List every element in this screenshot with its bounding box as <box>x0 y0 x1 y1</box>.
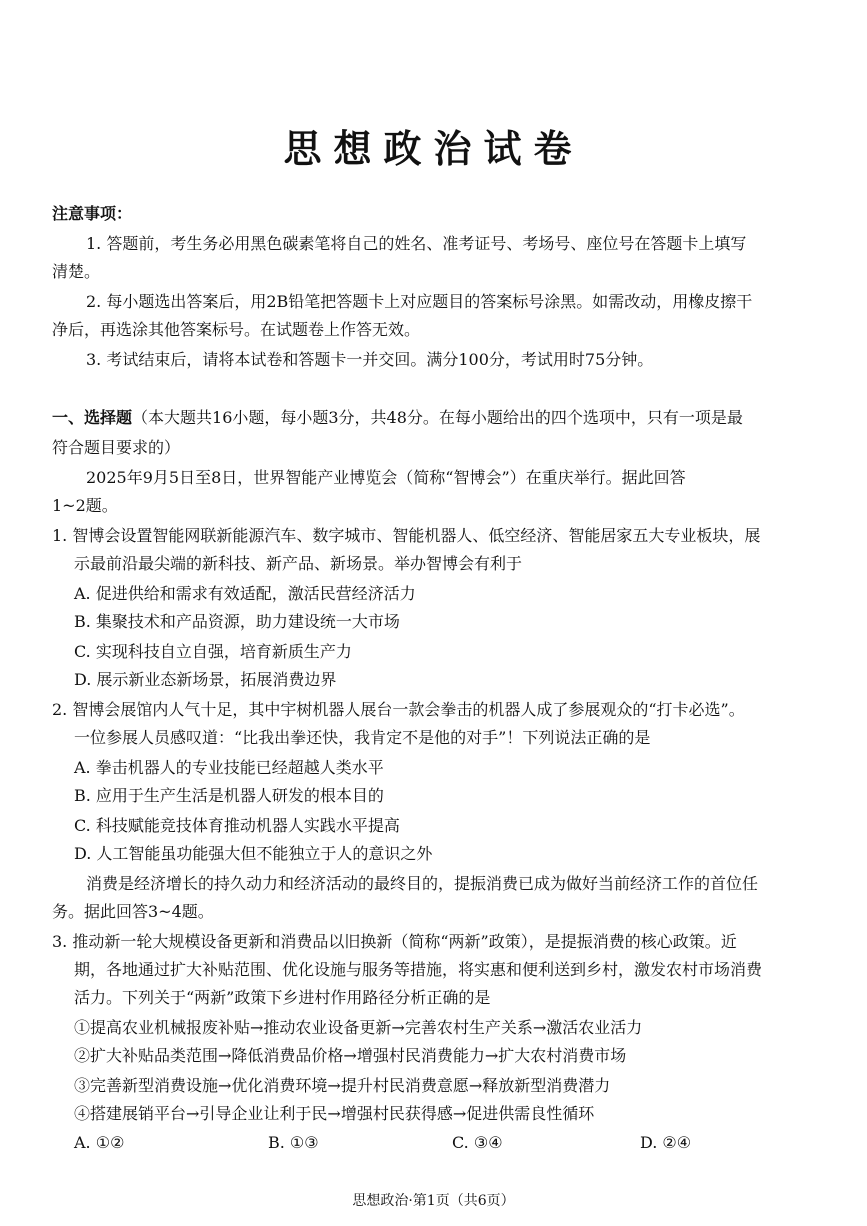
question-3-stem: 期，各地通过扩大补贴范围、优化设施与服务等措施，将实惠和便利送到乡村，激发农村市场消费 <box>74 960 763 979</box>
question-1-option-c: C. 实现科技自立自强，培育新质生产力 <box>74 642 352 661</box>
question-2-option-c: C. 科技赋能竞技体育推动机器人实践水平提高 <box>74 816 400 835</box>
question-2-stem: 一位参展人员感叹道：“比我出拳还快，我肯定不是他的对手”！下列说法正确的是 <box>74 728 651 747</box>
question-2-option-d: D. 人工智能虽功能强大但不能独立于人的意识之外 <box>74 844 433 863</box>
question-3-choice-b: B. ①③ <box>268 1133 319 1152</box>
question-1-option-b: B. 集聚技术和产品资源，助力建设统一大市场 <box>74 612 400 631</box>
question-3-statement: ④搭建展销平台→引导企业让利于民→增强村民获得感→促进供需良性循环 <box>74 1104 595 1123</box>
section-desc-line2: 符合题目要求的） <box>52 438 181 457</box>
question-3-choice-c: C. ③④ <box>452 1133 503 1152</box>
question-2-option-a: A. 拳击机器人的专业技能已经超越人类水平 <box>74 758 384 777</box>
notice-item: 清楚。 <box>52 262 101 281</box>
question-3-choice-d: D. ②④ <box>640 1133 692 1152</box>
question-1-stem: 1. 智博会设置智能网联新能源汽车、数字城市、智能机器人、低空经济、智能居家五大专业板块，展 <box>52 526 761 545</box>
question-3-choice-a: A. ①② <box>74 1133 125 1152</box>
question-3-statement: ②扩大补贴品类范围→降低消费品价格→增强村民消费能力→扩大农村消费市场 <box>74 1046 627 1065</box>
page-footer: 思想政治·第1页（共6页） <box>352 1193 515 1209</box>
material-text: 2025年9月5日至8日，世界智能产业博览会（简称“智博会”）在重庆举行。据此回答 <box>86 468 686 487</box>
page-title: 思想政治试卷 <box>283 126 584 171</box>
notice-item: 2. 每小题选出答案后，用2B铅笔把答题卡上对应题目的答案标号涂黑。如需改动，用橡皮擦干 <box>86 292 753 311</box>
material-text: 消费是经济增长的持久动力和经济活动的最终目的，提振消费已成为做好当前经济工作的首位任 <box>86 874 759 893</box>
question-1-stem: 示最前沿最尖端的新科技、新产品、新场景。举办智博会有利于 <box>74 554 523 573</box>
material-text: 1~2题。 <box>52 496 118 515</box>
notice-heading: 注意事项： <box>52 204 133 223</box>
notice-item: 3. 考试结束后，请将本试卷和答题卡一并交回。满分100分，考试用时75分钟。 <box>86 350 654 369</box>
section-heading: 一、选择题 <box>52 408 133 427</box>
material-text: 务。据此回答3~4题。 <box>52 902 214 921</box>
notice-item: 1. 答题前，考生务必用黑色碳素笔将自己的姓名、准考证号、考场号、座位号在答题卡上填写 <box>86 234 747 253</box>
section-desc: （本大题共16小题，每小题3分，共48分。在每小题给出的四个选项中，只有一项是最 <box>132 408 743 427</box>
question-1-option-a: A. 促进供给和需求有效适配，激活民营经济活力 <box>74 584 416 603</box>
notice-item: 净后，再选涂其他答案标号。在试题卷上作答无效。 <box>52 320 421 339</box>
question-3-statement: ①提高农业机械报废补贴→推动农业设备更新→完善农村生产关系→激活农业活力 <box>74 1018 643 1037</box>
question-2-option-b: B. 应用于生产生活是机器人研发的根本目的 <box>74 786 384 805</box>
section-heading-line <box>52 408 743 428</box>
question-3-statement: ③完善新型消费设施→优化消费环境→提升村民消费意愿→释放新型消费潜力 <box>74 1076 611 1095</box>
question-1-option-d: D. 展示新业态新场景，拓展消费边界 <box>74 670 337 689</box>
question-3-stem: 3. 推动新一轮大规模设备更新和消费品以旧换新（简称“两新”政策），是提振消费的核心政策。近 <box>52 932 737 951</box>
question-3-stem: 活力。下列关于“两新”政策下乡进村作用路径分析正确的是 <box>74 988 491 1007</box>
question-2-stem: 2. 智博会展馆内人气十足，其中宇树机器人展台一款会拳击的机器人成了参展观众的“打卡必选”。 <box>52 700 745 719</box>
